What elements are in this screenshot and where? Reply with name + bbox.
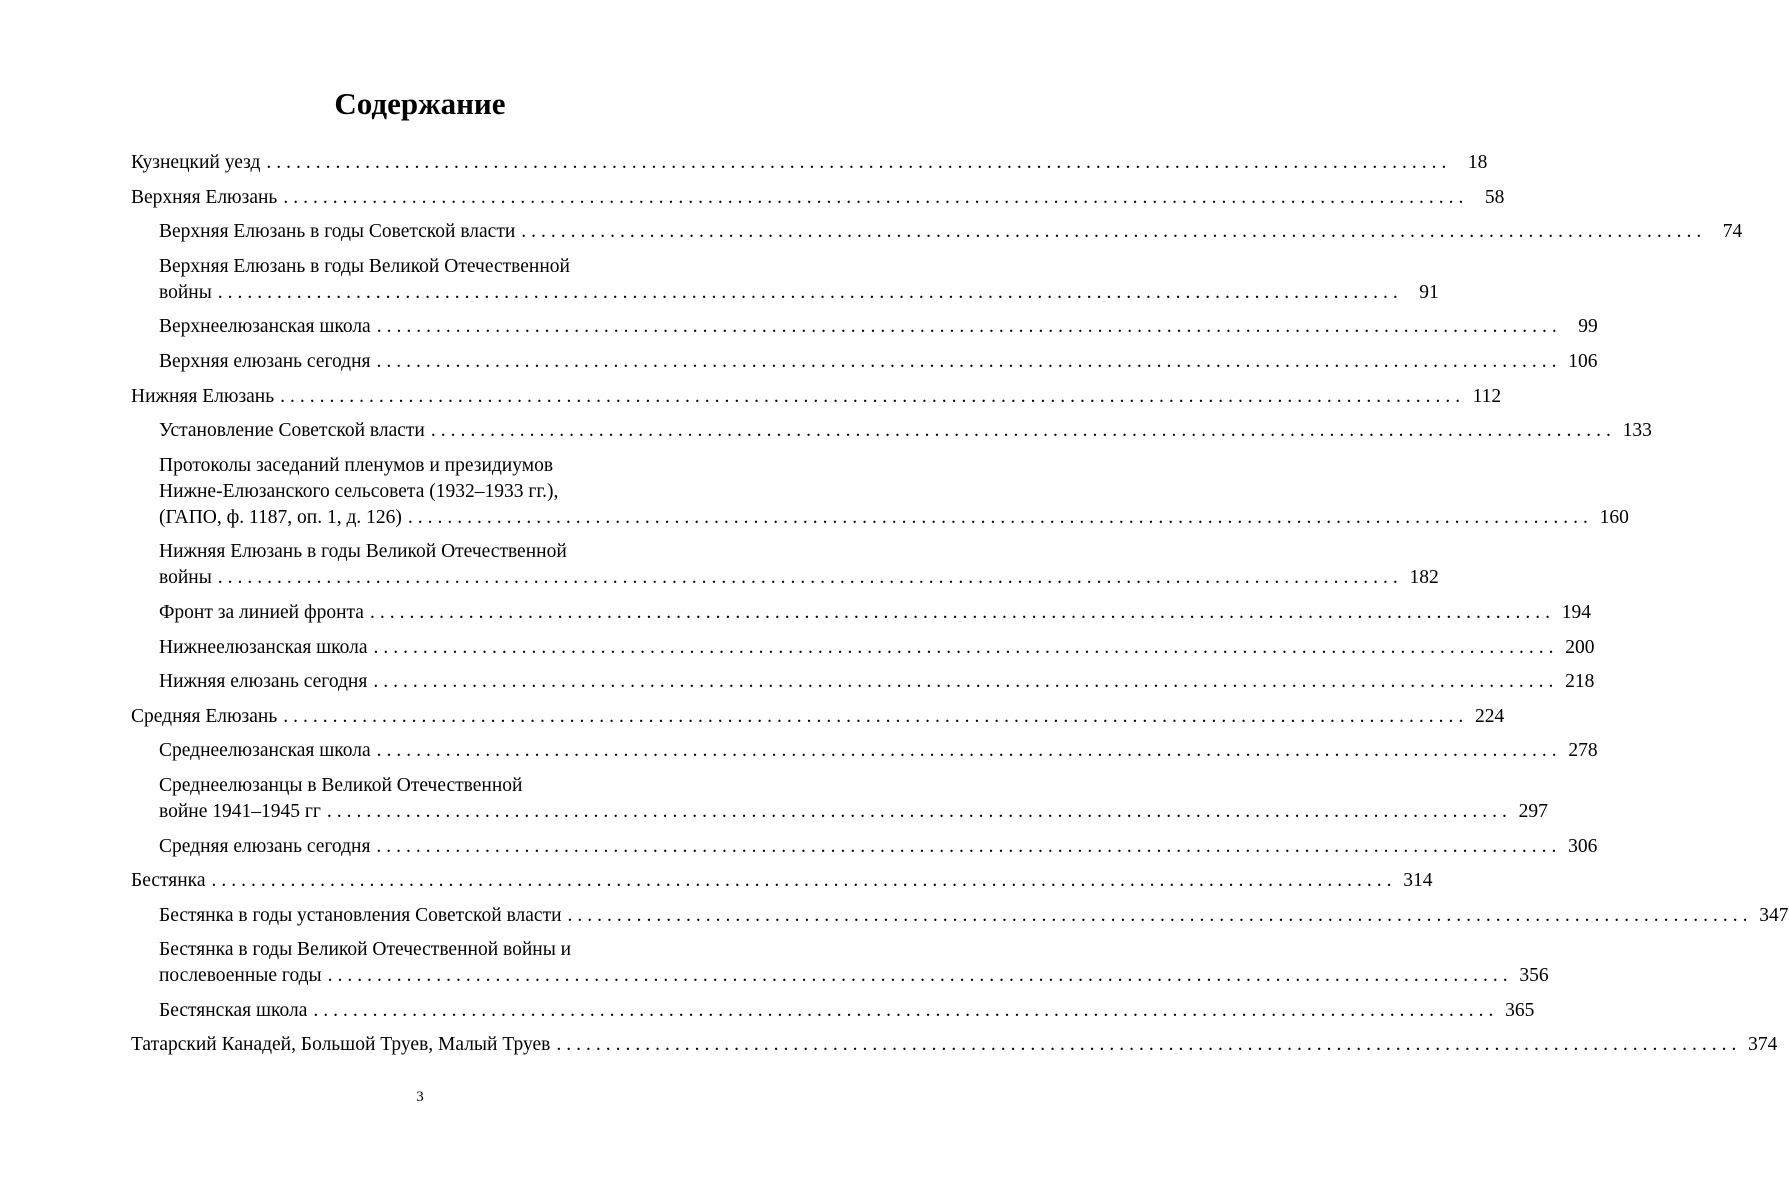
toc-entry-title-line: Нижняя елюзань сегодня	[159, 671, 368, 693]
toc-entry[interactable]	[131, 185, 1505, 211]
toc-entry-title-line: Верхняя Елюзань в годы Великой Отечественной	[159, 255, 570, 277]
toc-entry[interactable]	[159, 314, 1598, 340]
toc-page-number: 347	[1759, 904, 1789, 926]
toc-entry-title-line: Верхняя елюзань сегодня	[159, 350, 371, 372]
toc-entry[interactable]	[159, 600, 1591, 626]
toc-page-number: 194	[1561, 601, 1591, 623]
dot-leader: ........................................................................................................................	[407, 506, 1593, 528]
toc-entry[interactable]	[159, 635, 1595, 661]
toc-entry-title-line: Среднеелюзанцы в Великой Отечественной	[159, 774, 523, 796]
toc-page-number: 74	[1722, 221, 1743, 243]
dot-leader: ........................................................................................................................	[280, 385, 1466, 407]
toc-page-number: 356	[1519, 965, 1549, 987]
toc-page-number: 18	[1467, 152, 1488, 173]
toc-entry-title-line: Нижняя Елюзань в годы Великой Отечественной	[159, 541, 567, 563]
toc-page-number: 278	[1568, 740, 1598, 762]
toc-page-number: 374	[1748, 1034, 1778, 1056]
page-number: 3	[416, 1089, 424, 1105]
toc-page-number: 314	[1403, 870, 1433, 892]
dot-leader: ........................................................................................................................	[430, 420, 1616, 442]
dot-leader: ........................................................................................................................	[376, 316, 1562, 338]
toc-page-number: 160	[1599, 506, 1629, 528]
toc-entry[interactable]	[159, 539, 1439, 591]
toc-entry[interactable]	[131, 868, 1433, 894]
toc-page-number: 58	[1484, 186, 1505, 208]
toc-entry[interactable]	[159, 669, 1595, 695]
dot-leader: ........................................................................................................................	[369, 601, 1555, 623]
toc-entry[interactable]	[131, 1032, 1778, 1058]
dot-leader: ........................................................................................................................	[326, 800, 1512, 822]
dot-leader: ........................................................................................................................	[217, 567, 1403, 589]
toc-page-number: 99	[1578, 316, 1598, 338]
toc-entry-title-line: Кузнецкий уезд	[131, 152, 261, 173]
toc-entry[interactable]	[159, 937, 1549, 989]
toc-page-number: 365	[1505, 999, 1535, 1021]
toc-entry[interactable]	[159, 453, 1629, 531]
toc-entry-title-line: Протоколы заседаний пленумов и президиумов	[159, 454, 554, 476]
toc-entry-title-line: Установление Советской власти	[159, 420, 425, 442]
toc-page-number: 91	[1419, 281, 1439, 303]
toc-page-number: 218	[1565, 671, 1595, 693]
toc-entry-title-line: Бестянка в годы Великой Отечественной войны и	[159, 939, 572, 961]
toc-entry-title-line: Нижняя Елюзань	[131, 385, 275, 407]
toc-entry[interactable]	[131, 150, 1488, 176]
toc-page-number: 106	[1568, 350, 1598, 372]
dot-leader: ........................................................................................................................	[376, 740, 1562, 762]
toc-entry-title-line: Среднеелюзанская школа	[159, 740, 371, 762]
dot-leader: ........................................................................................................................	[313, 999, 1499, 1021]
toc-entry[interactable]	[159, 998, 1535, 1024]
dot-leader: ........................................................................................................................	[373, 636, 1559, 658]
toc-page-number: 133	[1622, 420, 1652, 442]
toc-entry-title-line: Бестянская школа	[159, 999, 308, 1021]
toc-page-number: 182	[1409, 567, 1439, 589]
toc-entry-title-line: Средняя Елюзань	[131, 705, 278, 727]
dot-leader: ........................................................................................................................	[373, 671, 1559, 693]
toc-entry[interactable]	[131, 704, 1505, 730]
dot-leader: ........................................................................................................................	[521, 221, 1707, 243]
toc-entry-title-line: войны	[159, 567, 212, 589]
toc-entry-title-line: Татарский Канадей, Большой Труев, Малый Труев	[131, 1034, 551, 1056]
toc-entry[interactable]	[131, 384, 1502, 410]
table-of-contents	[131, 150, 1789, 1067]
toc-entry-title-line: Средняя елюзань сегодня	[159, 835, 371, 857]
toc-entry-title-line: Верхняя Елюзань в годы Советской власти	[159, 221, 516, 243]
toc-entry-title-line: послевоенные годы	[159, 965, 322, 987]
dot-leader: ........................................................................................................................	[211, 870, 1397, 892]
toc-page-number: 200	[1565, 636, 1595, 658]
toc-entry-title-line: Верхняя Елюзань	[131, 186, 278, 208]
toc-entry[interactable]	[159, 219, 1743, 245]
toc-entry-title-line: (ГАПО, ф. 1187, оп. 1, д. 126)	[159, 506, 402, 528]
dot-leader: ........................................................................................................................	[327, 965, 1513, 987]
dot-leader: ........................................................................................................................	[283, 705, 1469, 727]
toc-entry-title-line: Фронт за линией фронта	[159, 601, 364, 623]
toc-page-number: 306	[1568, 835, 1598, 857]
toc-entry-title-line: войне 1941–1945 гг	[159, 800, 321, 822]
dot-leader: ........................................................................................................................	[556, 1034, 1742, 1056]
toc-entry-title-line: войны	[159, 281, 212, 303]
toc-entry-title-line: Верхнеелюзанская школа	[159, 316, 371, 338]
dot-leader: ........................................................................................................................	[376, 835, 1562, 857]
dot-leader: ........................................................................................................................	[567, 904, 1753, 926]
toc-entry[interactable]	[159, 903, 1789, 929]
toc-page-number: 297	[1518, 800, 1548, 822]
toc-entry-title-line: Бестянка	[131, 870, 206, 892]
toc-page-number: 224	[1474, 705, 1505, 727]
toc-entry[interactable]	[159, 349, 1598, 375]
toc-entry[interactable]	[159, 254, 1439, 306]
toc-entry[interactable]	[159, 418, 1652, 444]
toc-entry-title-line: Нижне-Елюзанского сельсовета (1932–1933 гг.),	[159, 480, 559, 502]
page-title: Содержание	[334, 86, 506, 121]
dot-leader: ........................................................................................................................	[376, 350, 1562, 372]
toc-entry[interactable]	[159, 738, 1598, 764]
toc-entry-title-line: Нижнеелюзанская школа	[159, 636, 368, 658]
dot-leader: ........................................................................................................................	[283, 186, 1469, 208]
toc-entry[interactable]	[159, 834, 1598, 860]
toc-page-number: 112	[1472, 385, 1502, 407]
dot-leader: ........................................................................................................................	[217, 281, 1403, 303]
toc-entry[interactable]	[159, 773, 1548, 825]
toc-entry-title-line: Бестянка в годы установления Советской власти	[159, 904, 562, 926]
dot-leader: ........................................................................................................................	[266, 152, 1452, 173]
